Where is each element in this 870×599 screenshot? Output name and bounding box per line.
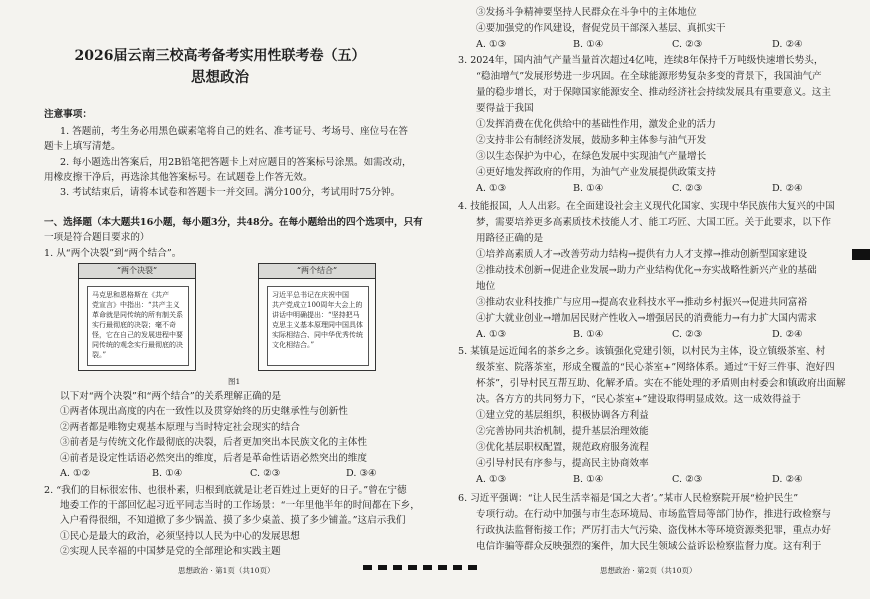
question-4-line: 用路径正确的是 bbox=[476, 233, 544, 244]
question-5-line: ③优化基层职权配置，规范政府服务流程 bbox=[476, 442, 649, 453]
question-1-line: 以下对“两个决裂”和“两个结合”的关系理解正确的是 bbox=[60, 391, 282, 402]
figure-box-two-ruptures bbox=[78, 263, 196, 371]
option-b[interactable]: B. ①④ bbox=[573, 329, 604, 340]
box-text-line: 裂。” bbox=[92, 351, 107, 359]
section-heading-cont: 一项是符合题目要求的） bbox=[44, 232, 150, 243]
question-1-line: ③前者是与传统文化作最彻底的决裂，后者更加突出本民族文化的主体性 bbox=[60, 437, 367, 448]
question-2-line: ②实现人民幸福的中国梦是党的全部理论和实践主题 bbox=[60, 546, 281, 557]
figure-box-heading: “两个决裂” bbox=[79, 264, 195, 279]
question-2-line: 地委工作的干部回忆起习近平同志当时的工作场景：“一年里他半年的时间都在下乡， bbox=[60, 500, 420, 511]
box-text-line: 克思主义基本原理同中国具体 bbox=[272, 321, 363, 329]
question-5-options bbox=[476, 473, 856, 486]
notice-line: 题卡上填写清楚。 bbox=[44, 141, 121, 152]
question-3-line: ④更好地发挥政府的作用，为油气产业发展提供政策支持 bbox=[476, 167, 716, 178]
question-1-options bbox=[60, 467, 420, 480]
registration-mark bbox=[423, 565, 432, 570]
option-a[interactable]: A. ①③ bbox=[476, 39, 507, 50]
question-6-line: 专项行动。在行动中加强与市生态环境局、市场监管局等部门协作，推进行政检察与 bbox=[476, 509, 831, 520]
question-5-line: ②完善协同共治机制，提升基层治理效能 bbox=[476, 426, 649, 437]
option-d[interactable]: D. ②④ bbox=[772, 329, 803, 340]
question-6-line: 电信诈骗等群众反映强烈的案件，加大民生领域公益诉讼检察监督力度。这有利于 bbox=[476, 541, 822, 552]
box-text-line: 革命就是同传统的所有制关系 bbox=[92, 311, 183, 319]
box-text-line: 怪，它在自己的发展进程中要 bbox=[92, 331, 183, 339]
page-footer: 思想政治 · 第1页（共10页） bbox=[178, 566, 275, 575]
section-heading: 一、选择题（本大题共16小题，每小题3分，共48分。在每小题给出的四个选项中，只有 bbox=[44, 217, 423, 228]
right-page bbox=[440, 0, 870, 599]
option-b[interactable]: B. ①④ bbox=[573, 474, 604, 485]
notice-line: 2. 每小题选出答案后，用2B铅笔把答题卡上对应题目的答案标号涂黑。如需改动， bbox=[60, 157, 412, 168]
question-1-line: ④前者是设定性话语必然突出的维度，后者是革命性话语必然突出的维度 bbox=[60, 453, 367, 464]
question-1-stem: 1. 从“两个决裂”到“两个结合”。 bbox=[44, 248, 182, 259]
notice-heading: 注意事项： bbox=[44, 109, 92, 120]
box-text-line: 党宣言》中指出：“共产主义 bbox=[92, 301, 180, 309]
option-b[interactable]: B. ①④ bbox=[152, 468, 183, 479]
option-c[interactable]: C. ②③ bbox=[250, 468, 281, 479]
question-4-line: ①培养高素质人才→改善劳动力结构→提供有力人才支撑→推动创新型国家建设 bbox=[476, 249, 808, 260]
question-4-line: 地位 bbox=[476, 281, 496, 292]
question-5-line: ④引导村民有序参与，提高民主协商效率 bbox=[476, 458, 649, 469]
question-3-line: 3. 2024年，国内油气产量当量首次超过4亿吨，连续8年保持千万吨级快速增长势头， bbox=[458, 55, 824, 66]
question-1-line: ②两者都是唯物史观基本原理与当时特定社会现实的结合 bbox=[60, 422, 300, 433]
box-text-line: 实际相结合、同中华优秀传统 bbox=[272, 331, 363, 339]
question-6-line: 6. 习近平强调：“让人民生活幸福是‘国之大者’。”某市人民检察院开展“检护民生” bbox=[458, 493, 799, 504]
question-3-line: ②支持非公有制经济发展，鼓励多种主体参与油气开发 bbox=[476, 135, 707, 146]
question-2-line: 2. “我们的目标很宏伟、也很朴素，归根到底就是让老百姓过上更好的日子。”曾在宁德 bbox=[44, 485, 407, 496]
notice-line: 3. 考试结束后，请将本试卷和答题卡一并交回。满分100分，考试用时75分钟。 bbox=[60, 187, 401, 198]
question-4-line: ③推动农业科技推广与应用→提高农业科技水平→推动乡村振兴→促进共同富裕 bbox=[476, 297, 808, 308]
option-c[interactable]: C. ②③ bbox=[672, 329, 703, 340]
figure-box-text bbox=[267, 286, 369, 366]
question-3-line: ③以生态保护为中心，在绿色发展中实现油气产量增长 bbox=[476, 151, 707, 162]
registration-mark bbox=[378, 565, 387, 570]
question-5-line: 决。各方方的共同努力下，“民心茶室+”建设取得明显成效。这一成效得益于 bbox=[476, 394, 801, 405]
question-4-line: 4. 技能报国，人人出彩。在全面建设社会主义现代化国家、实现中华民族伟大复兴的中国 bbox=[458, 201, 835, 212]
question-4-line: ④扩大就业创业→增加居民财产性收入→增强居民的消费能力→有力扩大国内需求 bbox=[476, 313, 817, 324]
question-2-options bbox=[476, 38, 856, 51]
question-2-line: ④要加强党的作风建设，督促党员干部深入基层、真抓实干 bbox=[476, 23, 726, 34]
option-d[interactable]: D. ②④ bbox=[772, 39, 803, 50]
option-b[interactable]: B. ①④ bbox=[573, 183, 604, 194]
question-1-line: ①两者体现出高度的内在一致性以及贯穿始终的历史继承性与创新性 bbox=[60, 406, 348, 417]
figure-box-two-combinations bbox=[258, 263, 376, 371]
question-3-options bbox=[476, 182, 856, 195]
figure-caption: 图1 bbox=[228, 377, 241, 386]
question-5-line: 级茶室、院落茶室，形成全覆盖的“民心茶室+”网络体系。通过“干好三件事、泡好四 bbox=[476, 362, 835, 373]
question-6-line: 行政执法监督衔接工作；严厉打击大气污染、盗伐林木等环境资源类犯罪，重点办好 bbox=[476, 525, 831, 536]
question-5-line: ①建立党的基层组织，积极协调各方利益 bbox=[476, 410, 649, 421]
box-text-line: 同传统的观念实行最彻底的决 bbox=[92, 341, 183, 349]
subject-title: 思想政治 bbox=[191, 69, 249, 86]
option-d[interactable]: D. ③④ bbox=[346, 468, 377, 479]
option-c[interactable]: C. ②③ bbox=[672, 183, 703, 194]
box-text-line: 共产党成立100周年大会上的 bbox=[272, 301, 363, 309]
notice-line: 用橡皮擦干净后，再选涂其他答案标号。在试题卷上作答无效。 bbox=[44, 172, 313, 183]
option-a[interactable]: A. ①③ bbox=[476, 329, 507, 340]
question-4-line: 梦，需要培养更多高素质技术技能人才、能工巧匠、大国工匠。关于此要求，以下作 bbox=[476, 217, 831, 228]
registration-mark bbox=[393, 565, 402, 570]
box-text-line: 习近平总书记在庆祝中国 bbox=[272, 291, 349, 299]
box-text-line: 讲话中明确提出：“坚持把马 bbox=[272, 311, 360, 319]
option-a[interactable]: A. ①② bbox=[60, 468, 91, 479]
option-d[interactable]: D. ②④ bbox=[772, 474, 803, 485]
question-4-line: ②推动技术创新→促进企业发展→助力产业结构优化→夯实战略性新兴产业的基础 bbox=[476, 265, 817, 276]
question-2-line: 入户看得很细，不知道掀了多少锅盖、摸了多少桌盖、摸了多少铺盖。”这启示我们 bbox=[60, 515, 406, 526]
box-text-line: 文化相结合。” bbox=[272, 341, 315, 349]
option-c[interactable]: C. ②③ bbox=[672, 39, 703, 50]
question-5-line: 杯茶”，引导村民互帮互助、化解矛盾。实在不能处理的矛盾则由村委会和镇政府出面解 bbox=[476, 378, 846, 389]
page-footer: 思想政治 · 第2页（共10页） bbox=[600, 566, 697, 575]
question-3-line: ①发挥消费在优化供给中的基础性作用，激发企业的活力 bbox=[476, 119, 716, 130]
question-4-options bbox=[476, 328, 856, 341]
box-text-line: 实行最彻底的决裂；毫不奇 bbox=[92, 321, 176, 329]
option-d[interactable]: D. ②④ bbox=[772, 183, 803, 194]
question-3-line: 要得益于我国 bbox=[476, 103, 534, 114]
notice-line: 1. 答题前，考生务必用黑色碳素笔将自己的姓名、准考证号、考场号、座位号在答 bbox=[60, 126, 408, 137]
question-3-line: “稳油增气”发展形势进一步巩固。在全球能源形势复杂多变的背景下，我国油气产 bbox=[476, 71, 822, 82]
question-2-line: ③发扬斗争精神要坚持人民群众在斗争中的主体地位 bbox=[476, 7, 697, 18]
registration-mark bbox=[363, 565, 372, 570]
option-c[interactable]: C. ②③ bbox=[672, 474, 703, 485]
option-b[interactable]: B. ①④ bbox=[573, 39, 604, 50]
question-2-line: ①民心是最大的政治，必须坚持以人民为中心的发展思想 bbox=[60, 531, 300, 542]
registration-mark bbox=[408, 565, 417, 570]
option-a[interactable]: A. ①③ bbox=[476, 183, 507, 194]
option-a[interactable]: A. ①③ bbox=[476, 474, 507, 485]
box-text-line: 马克思和恩格斯在《共产 bbox=[92, 291, 169, 299]
question-5-line: 5. 某镇是远近闻名的茶乡之乡。该镇强化党建引领，以村民为主体，设立镇级茶室、村 bbox=[458, 346, 826, 357]
exam-title: 2026届云南三校高考备考实用性联考卷（五） bbox=[74, 48, 366, 64]
figure-box-heading: “两个结合” bbox=[259, 264, 375, 279]
question-3-line: 量的稳步增长，对于保障国家能源安全、推动经济社会持续发展具有重要意义。这主 bbox=[476, 87, 831, 98]
figure-box-text bbox=[87, 286, 189, 366]
